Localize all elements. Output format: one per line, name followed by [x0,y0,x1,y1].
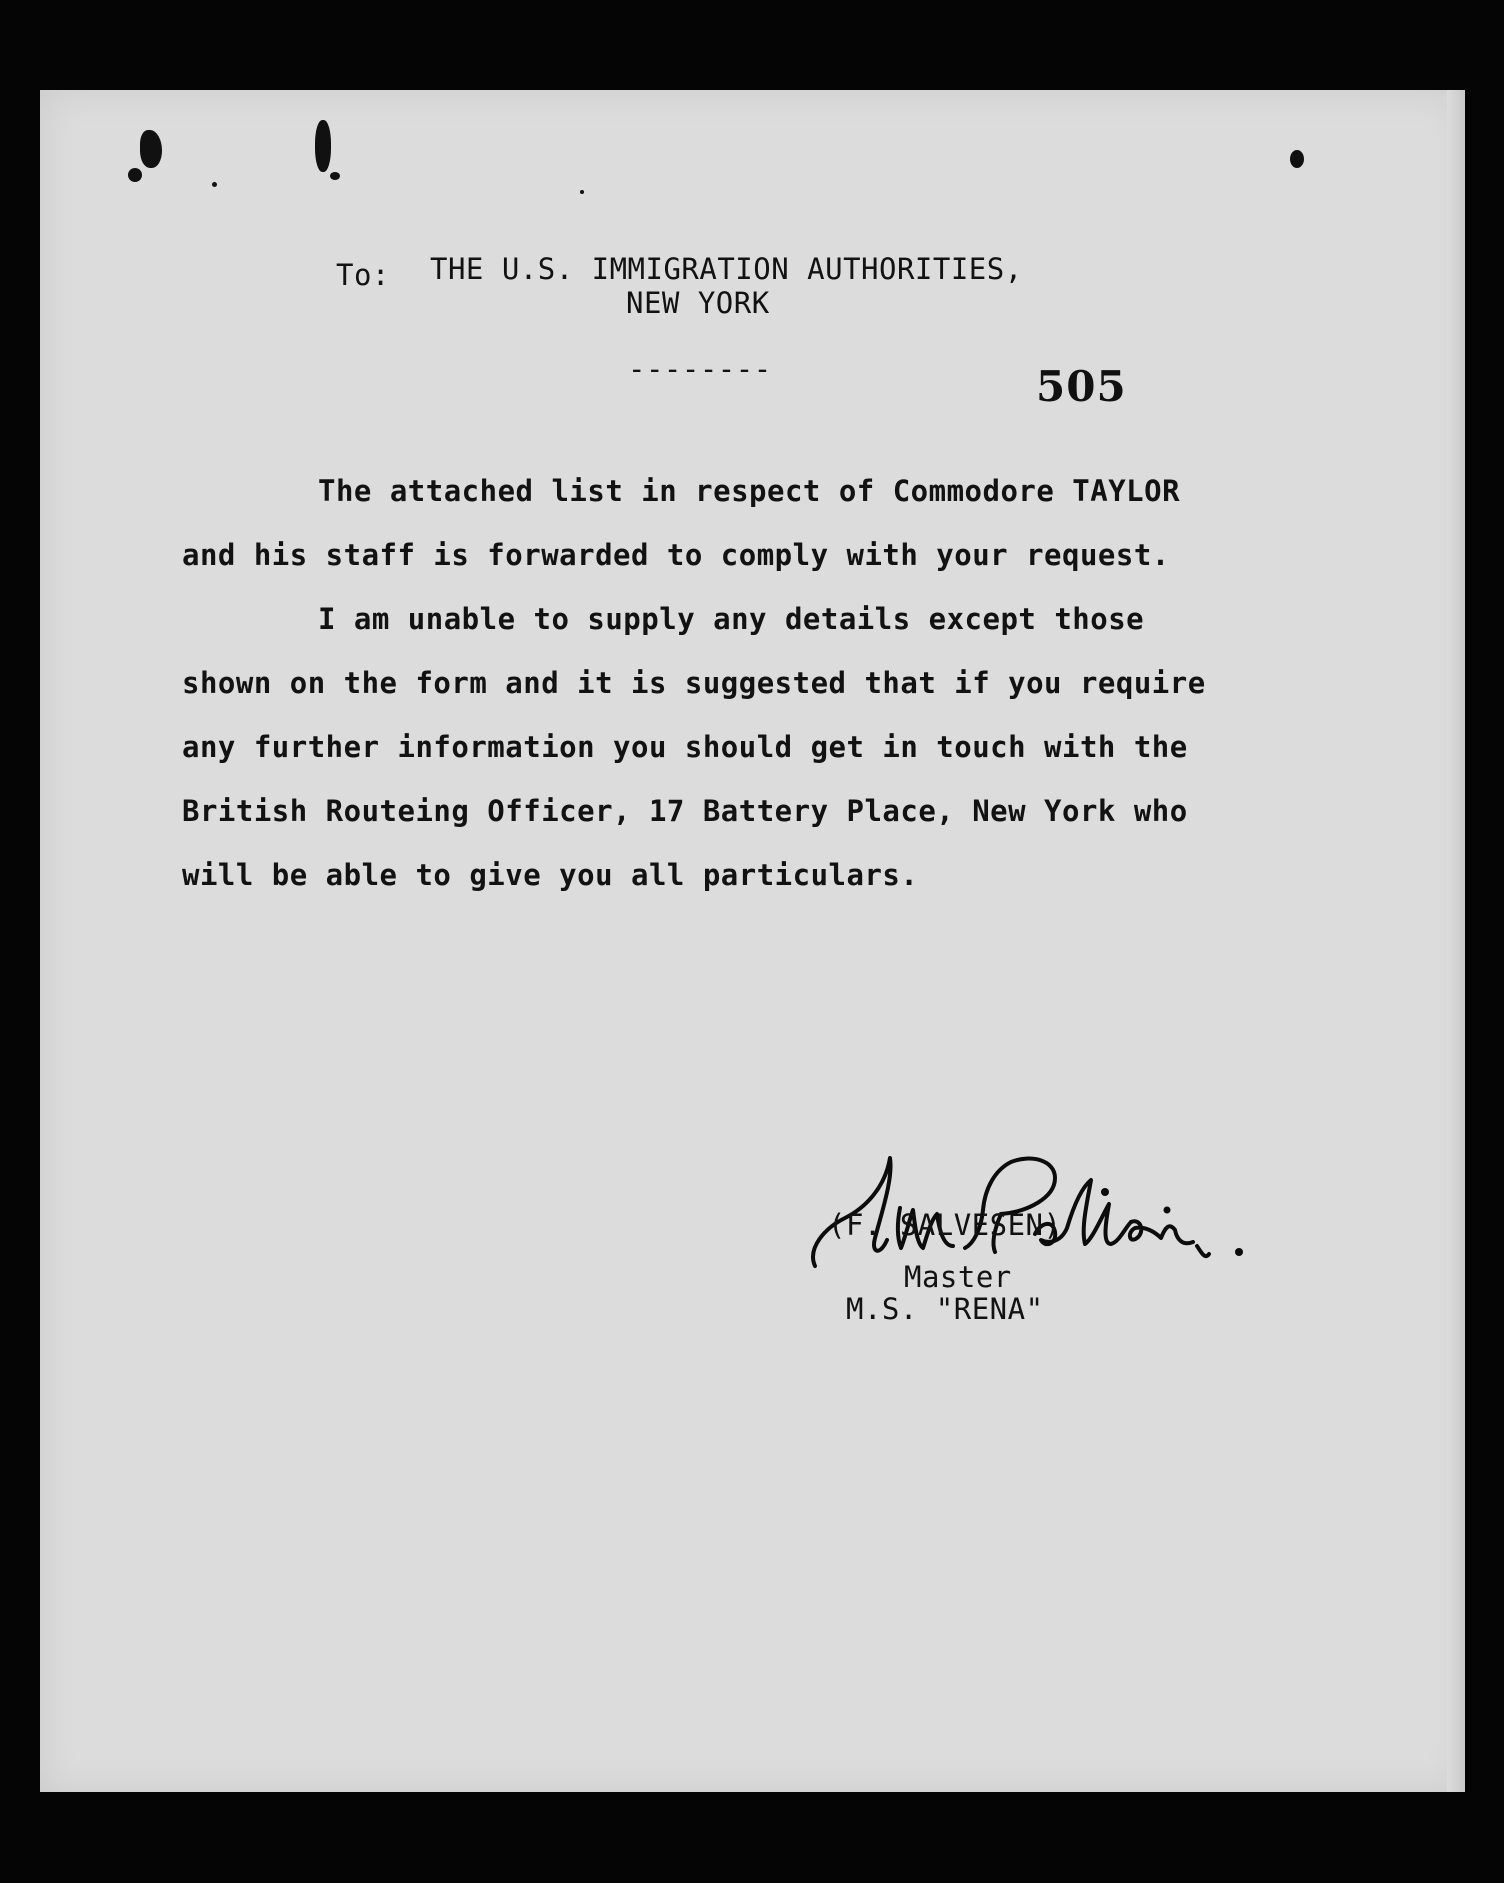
scan-blot [212,182,217,187]
body-line: and his staff is forwarded to comply with your request. [182,538,1170,572]
scan-blot [128,168,142,182]
body-line: any further information you should get in touch with the [182,730,1188,764]
addressee-line-1: THE U.S. IMMIGRATION AUTHORITIES, [430,252,1023,286]
scan-blot [140,130,162,168]
page-number: 505 [1036,362,1127,411]
scan-blot [580,190,584,194]
scan-blot [315,120,331,172]
scan-blot [1290,150,1304,168]
page-edge-shadow [1447,90,1465,1792]
scan-blot [330,172,340,180]
document-page [40,90,1465,1792]
addressee-line-2: NEW YORK [626,286,770,320]
body-line: The attached list in respect of Commodore TAYLOR [318,474,1181,508]
body-line: shown on the form and it is suggested that if you require [182,666,1206,700]
signatory-title: Master [904,1260,1012,1294]
signatory-vessel: M.S. "RENA" [846,1292,1044,1326]
body-line: will be able to give you all particulars. [182,858,919,892]
signatory-name: (F. SALVESEN) [828,1208,1062,1242]
body-line: I am unable to supply any details except those [318,602,1145,636]
to-label: To: [336,258,390,292]
body-line: British Routeing Officer, 17 Battery Place, New York who [182,794,1188,828]
separator-line: -------- [628,352,772,386]
